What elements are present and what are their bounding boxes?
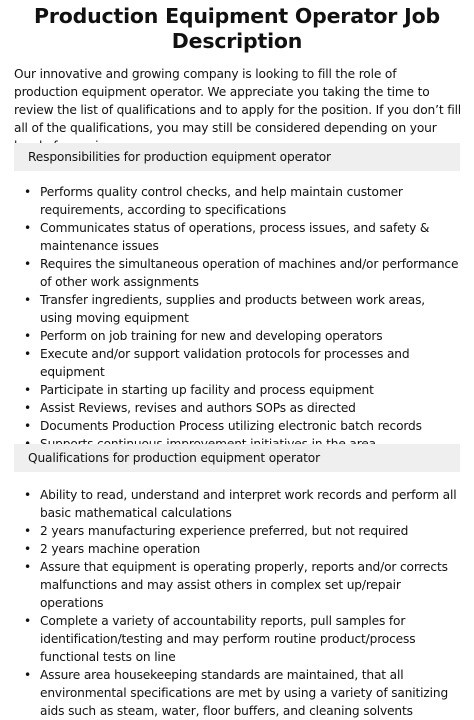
page-title: Production Equipment Operator Job Description: [34, 4, 440, 53]
list-item: • Execute and/or support validation protocols for processes and equipment: [20, 345, 460, 381]
qualifications-list: [20, 486, 460, 720]
responsibilities-list: [20, 183, 460, 453]
responsibilities-heading: Responsibilities for production equipment operator: [14, 143, 460, 171]
list-item: • Transfer ingredients, supplies and products between work areas, using moving equipment: [20, 291, 460, 327]
list-item: • Communicates status of operations, process issues, and safety & maintenance issues: [20, 219, 460, 255]
list-item: • 2 years machine operation: [20, 540, 460, 558]
list-item: • Complete a variety of accountability reports, pull samples for identification/testing and may perform routine product/process functional tests on line: [20, 612, 460, 666]
list-item: • Assure that equipment is operating properly, reports and/or corrects malfunctions and may assist others in complex set up/repair operations: [20, 558, 460, 612]
list-item: • Ability to read, understand and interpret work records and perform all basic mathematical calculations: [20, 486, 460, 522]
list-item: • Performs quality control checks, and help maintain customer requirements, according to specifications: [20, 183, 460, 219]
list-item: • Documents Production Process utilizing electronic batch records: [20, 417, 460, 435]
list-item: • Participate in starting up facility and process equipment: [20, 381, 460, 399]
list-item: • Assure area housekeeping standards are maintained, that all environmental specifications are met by using a variety of sanitizing aids such as steam, water, floor buffers, and cleaning solvents: [20, 666, 460, 720]
list-item: • Perform on job training for new and developing operators: [20, 327, 460, 345]
qualifications-heading: Qualifications for production equipment operator: [14, 444, 460, 472]
list-item: • Assist Reviews, revises and authors SOPs as directed: [20, 399, 460, 417]
list-item: • Requires the simultaneous operation of machines and/or performance of other work assignments: [20, 255, 460, 291]
list-item: • 2 years manufacturing experience preferred, but not required: [20, 522, 460, 540]
intro-paragraph: Our innovative and growing company is looking to fill the role of production equipment operator. We appreciate you taking the time to review the list of qualifications and to apply for the position. If you don’t fill all of the qualifications, you may still be considered depending on your: [14, 67, 462, 135]
